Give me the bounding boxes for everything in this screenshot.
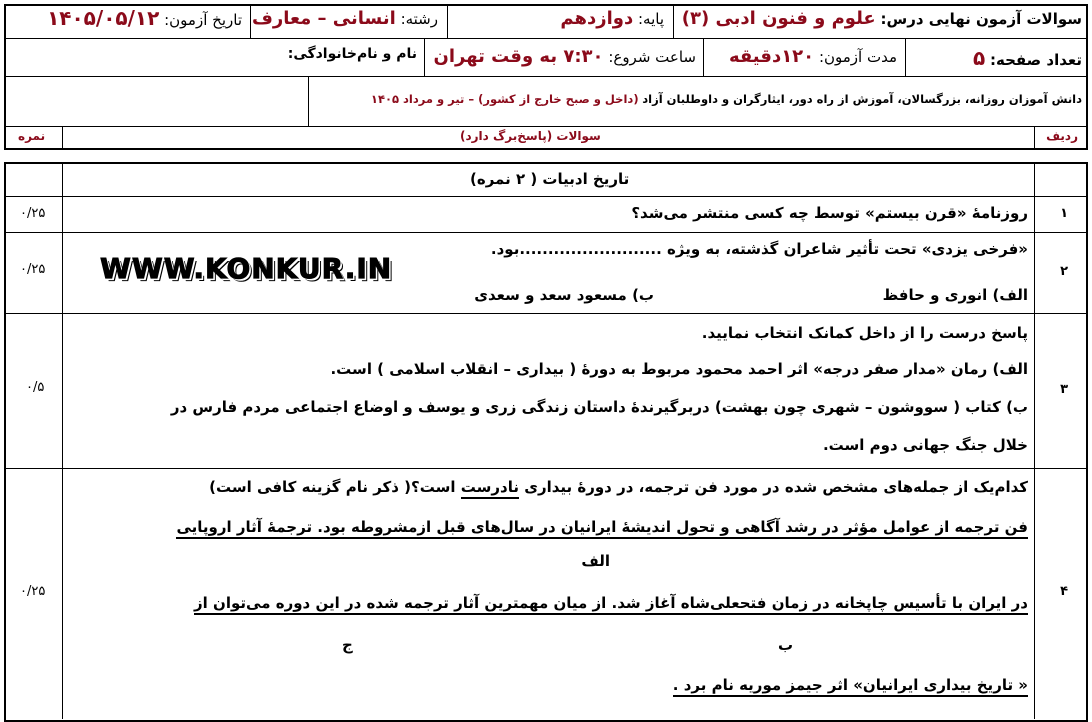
question-line: در ایران با تأسیس چاپخانه در زمان فتحعلی‌شاه آغاز شد. از میان مهمترین آثار ترجمه شده در این دوره می‌توان از bbox=[194, 594, 1028, 612]
column-questions-header: سوالات (پاسخ‌برگ دارد) bbox=[460, 129, 601, 143]
question-score: ۰/۲۵ bbox=[20, 584, 46, 599]
exam-date: تاریخ آزمون: ۱۴۰۵/۰۵/۱۲ bbox=[47, 6, 242, 30]
question-line: ب) کتاب ( سووشون – شهری چون بهشت) دربرگیرندهٔ داستان زندگی زری و یوسف و اوضاع اجتماعی مردم فارس در bbox=[170, 398, 1028, 416]
question-number: ۱ bbox=[1060, 206, 1068, 221]
major-field: رشته: انسانی – معارف bbox=[251, 8, 438, 29]
question-number: ۴ bbox=[1060, 584, 1068, 599]
option-a: الف) انوری و حافظ bbox=[882, 286, 1028, 304]
question-score: ۰/۲۵ bbox=[20, 262, 46, 277]
exam-duration: مدت آزمون: ۱۲۰دقیقه bbox=[728, 46, 897, 67]
exam-title: سوالات آزمون نهایی درس: علوم و فنون ادبی (۳) bbox=[681, 8, 1082, 29]
option-label-b: ب bbox=[778, 636, 794, 654]
question-line: کدام‌یک از جمله‌های مشخص شده در مورد فن ترجمه، در دورهٔ بیداری نادرست است؟( ذکر نام گزینه کافی است) bbox=[209, 478, 1028, 496]
student-name-label: نام و نام‌خانوادگی: bbox=[287, 46, 417, 62]
question-line: « تاریخ بیداری ایرانیان» اثر جیمز موریه نام برد . bbox=[673, 676, 1028, 694]
question-line: پاسخ درست را از داخل کمانک انتخاب نمایید. bbox=[701, 324, 1028, 342]
start-time: ساعت شروع: ۷:۳۰ به وقت تهران bbox=[433, 46, 696, 67]
question-score: ۰/۵ bbox=[26, 380, 45, 395]
option-label-a: الف bbox=[581, 552, 610, 570]
option-b: ب) مسعود سعد و سعدی bbox=[474, 286, 654, 304]
column-score-header: نمره bbox=[18, 129, 46, 143]
question-text: روزنامهٔ «قرن بیستم» توسط چه کسی منتشر می‌شد؟ bbox=[631, 204, 1028, 222]
grade-field: پایه: دوازدهم bbox=[560, 8, 664, 29]
watermark: WWW.KONKUR.IN bbox=[100, 252, 393, 285]
question-line: فن ترجمه از عوامل مؤثر در رشد آگاهی و تحول اندیشهٔ ایرانیان در سال‌های قبل ازمشروطه بود. ترجمهٔ آثار اروپایی bbox=[176, 518, 1028, 536]
question-line: خلال جنگ جهانی دوم است. bbox=[822, 436, 1028, 454]
question-text: «فرخی یزدی» تحت تأثیر شاعران گذشته، به ویژه .........................بود. bbox=[490, 240, 1028, 258]
page-count: تعداد صفحه: ۵ bbox=[972, 46, 1082, 70]
question-score: ۰/۲۵ bbox=[20, 206, 46, 221]
section-title: تاریخ ادبیات ( ۲ نمره) bbox=[470, 170, 630, 188]
column-row-header: ردیف bbox=[1046, 129, 1078, 143]
option-label-j: ج bbox=[342, 636, 353, 654]
question-number: ۳ bbox=[1060, 382, 1068, 397]
question-line: الف) رمان «مدار صفر درجه» اثر احمد محمود مربوط به دورهٔ ( بیداری – انقلاب اسلامی ) است. bbox=[330, 360, 1028, 378]
audience-line: دانش آموزان روزانه، بزرگسالان، آموزش از راه دور، ایثارگران و داوطلبان آزاد (داخل و صبح خارج از کشور) – تیر و مرداد ۱۴۰۵ bbox=[370, 92, 1082, 106]
question-number: ۲ bbox=[1060, 264, 1068, 279]
